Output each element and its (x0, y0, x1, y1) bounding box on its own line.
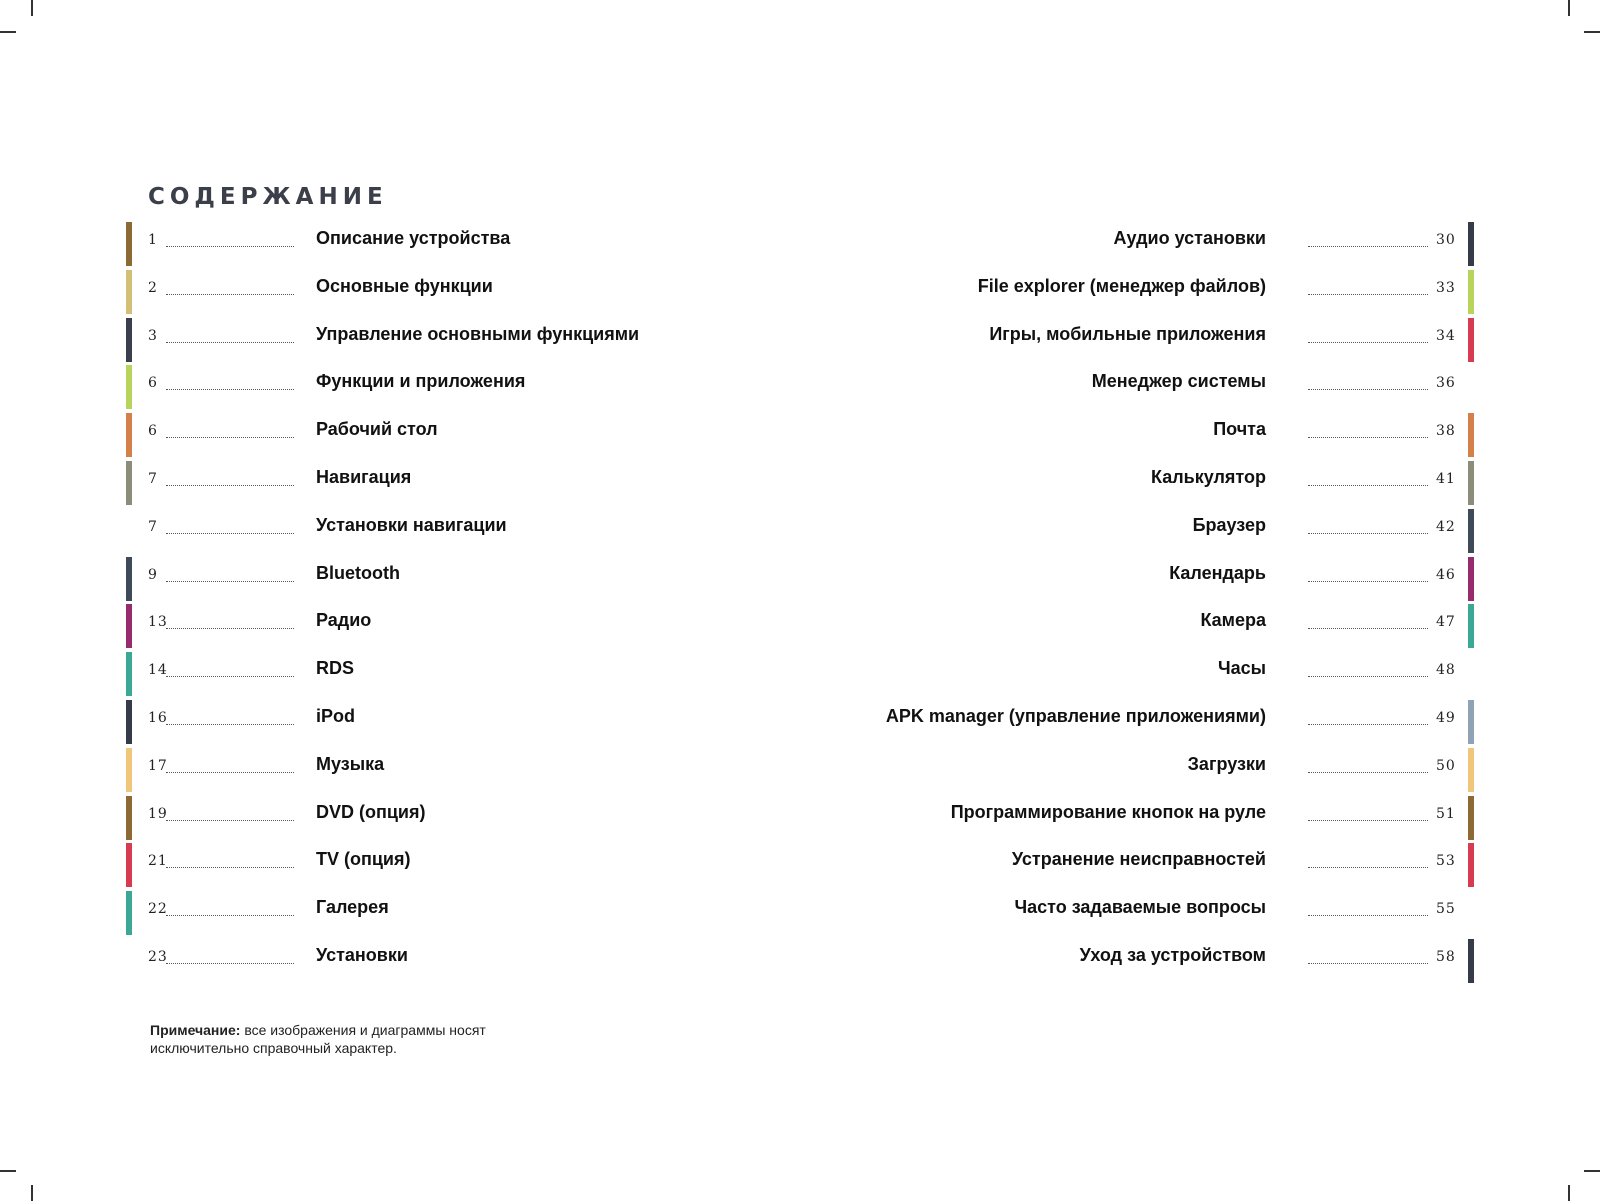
page-number: 46 (1436, 567, 1456, 583)
toc-entry[interactable] (860, 843, 1480, 889)
toc-entry[interactable] (126, 557, 746, 603)
leader-dots (1308, 963, 1428, 964)
toc-entry-label: Устранение неисправностей (1011, 849, 1266, 869)
color-bar (126, 557, 132, 601)
toc-entry-label: Камера (1200, 610, 1266, 630)
toc-entry-label: Радио (316, 610, 372, 630)
color-bar (126, 796, 132, 840)
page-number: 17 (148, 758, 168, 774)
toc-entry-label: Галерея (316, 897, 389, 917)
leader-dots (1308, 485, 1428, 486)
page-number: 23 (148, 949, 168, 965)
footnote-label: Примечание: (150, 1022, 241, 1038)
leader-dots (166, 437, 294, 438)
color-bar (1468, 796, 1474, 840)
color-bar (126, 318, 132, 362)
leader-dots (1308, 820, 1428, 821)
page-number: 30 (1436, 232, 1456, 248)
color-bar (126, 413, 132, 457)
toc-entry-label: Описание устройства (316, 228, 511, 248)
toc-entry-label: DVD (опция) (316, 802, 426, 822)
toc-entry-label: Bluetooth (316, 563, 400, 583)
leader-dots (1308, 246, 1428, 247)
leader-dots (1308, 581, 1428, 582)
toc-entry-label: APK manager (управление приложениями) (885, 706, 1266, 726)
page-number: 41 (1436, 471, 1456, 487)
toc-entry-label: Часы (1217, 658, 1266, 678)
leader-dots (166, 533, 294, 534)
toc-entry-label: Календарь (1169, 563, 1266, 583)
toc-entry-label: Уход за устройством (1079, 945, 1266, 965)
toc-entry[interactable] (126, 939, 746, 985)
toc-entry[interactable] (860, 509, 1480, 555)
toc-entry[interactable] (126, 843, 746, 889)
leader-dots (1308, 628, 1428, 629)
page-number: 58 (1436, 949, 1456, 965)
toc-entry[interactable] (860, 222, 1480, 268)
leader-dots (1308, 294, 1428, 295)
toc-entry[interactable] (126, 365, 746, 411)
page-number: 21 (148, 853, 168, 869)
toc-entry-label: RDS (316, 658, 355, 678)
toc-entry[interactable] (860, 365, 1480, 411)
leader-dots (166, 772, 294, 773)
page-number: 14 (148, 662, 168, 678)
color-bar (1468, 843, 1474, 887)
toc-entry-label: Браузер (1192, 515, 1266, 535)
toc-entry[interactable] (860, 557, 1480, 603)
leader-dots (166, 246, 294, 247)
toc-entry[interactable] (860, 939, 1480, 985)
color-bar (126, 509, 132, 553)
toc-entry-label: File explorer (менеджер файлов) (977, 276, 1266, 296)
page-title: СОДЕРЖАНИЕ (148, 184, 388, 210)
page-number: 9 (148, 567, 158, 583)
toc-entry[interactable] (860, 270, 1480, 316)
color-bar (1468, 557, 1474, 601)
color-bar (126, 939, 132, 983)
leader-dots (166, 676, 294, 677)
page-number: 53 (1436, 853, 1456, 869)
leader-dots (166, 724, 294, 725)
toc-entry[interactable] (126, 796, 746, 842)
color-bar (1468, 461, 1474, 505)
page-number: 48 (1436, 662, 1456, 678)
page-number: 33 (1436, 280, 1456, 296)
toc-entry-label: Функции и приложения (316, 371, 526, 391)
page-number: 22 (148, 901, 168, 917)
toc-entry-label: Часто задаваемые вопросы (1014, 897, 1266, 917)
toc-entry-label: Менеджер системы (1091, 371, 1266, 391)
toc-entry-label: Почта (1213, 419, 1266, 439)
leader-dots (166, 963, 294, 964)
page-number: 2 (148, 280, 158, 296)
leader-dots (166, 820, 294, 821)
color-bar (126, 222, 132, 266)
leader-dots (1308, 389, 1428, 390)
color-bar (1468, 365, 1474, 409)
leader-dots (166, 581, 294, 582)
color-bar (1468, 652, 1474, 696)
leader-dots (1308, 342, 1428, 343)
page-number: 49 (1436, 710, 1456, 726)
color-bar (126, 270, 132, 314)
color-bar (126, 461, 132, 505)
page-number: 7 (148, 471, 158, 487)
color-bar (126, 652, 132, 696)
color-bar (126, 748, 132, 792)
color-bar (1468, 318, 1474, 362)
toc-entry[interactable] (860, 796, 1480, 842)
color-bar (126, 843, 132, 887)
toc-entry[interactable] (860, 652, 1480, 698)
leader-dots (166, 485, 294, 486)
toc-entry[interactable] (126, 461, 746, 507)
toc-entry[interactable] (126, 270, 746, 316)
color-bar (1468, 891, 1474, 935)
toc-entry-label: iPod (316, 706, 355, 726)
page-number: 50 (1436, 758, 1456, 774)
toc-entry[interactable] (860, 891, 1480, 937)
leader-dots (166, 628, 294, 629)
toc-entry[interactable] (860, 461, 1480, 507)
leader-dots (166, 342, 294, 343)
toc-entry-label: Аудио установки (1113, 228, 1266, 248)
toc-entry-label: Программирование кнопок на руле (950, 802, 1266, 822)
toc-entry-label: Навигация (316, 467, 412, 487)
toc-entry[interactable] (126, 318, 746, 364)
leader-dots (166, 867, 294, 868)
color-bar (1468, 748, 1474, 792)
leader-dots (166, 915, 294, 916)
footnote-text: все изображения и диаграммы носят исключительно справочный характер. (150, 1022, 486, 1056)
toc-entry[interactable] (126, 700, 746, 746)
toc-entry[interactable] (126, 891, 746, 937)
toc-entry[interactable] (860, 318, 1480, 364)
page-number: 19 (148, 806, 168, 822)
page-number: 38 (1436, 423, 1456, 439)
color-bar (1468, 413, 1474, 457)
page-number: 6 (148, 375, 158, 391)
leader-dots (166, 294, 294, 295)
color-bar (126, 365, 132, 409)
leader-dots (1308, 533, 1428, 534)
toc-entry[interactable] (126, 748, 746, 794)
leader-dots (1308, 867, 1428, 868)
color-bar (126, 604, 132, 648)
page-number: 36 (1436, 375, 1456, 391)
toc-entry-label: Основные функции (316, 276, 493, 296)
toc-entry[interactable] (126, 652, 746, 698)
page-number: 6 (148, 423, 158, 439)
color-bar (1468, 700, 1474, 744)
toc-entry[interactable] (860, 604, 1480, 650)
toc-entry[interactable] (860, 413, 1480, 459)
toc-entry-label: Загрузки (1187, 754, 1266, 774)
page-number: 13 (148, 614, 168, 630)
page-number: 34 (1436, 328, 1456, 344)
page-number: 42 (1436, 519, 1456, 535)
color-bar (1468, 939, 1474, 983)
color-bar (126, 891, 132, 935)
toc-entry-label: TV (опция) (316, 849, 411, 869)
page-number: 51 (1436, 806, 1456, 822)
page-number: 7 (148, 519, 158, 535)
toc-entry[interactable] (126, 509, 746, 555)
page-number: 1 (148, 232, 158, 248)
toc-entry-label: Установки (316, 945, 408, 965)
toc-entry-label: Калькулятор (1150, 467, 1266, 487)
toc-entry[interactable] (126, 604, 746, 650)
leader-dots (1308, 724, 1428, 725)
color-bar (1468, 604, 1474, 648)
footnote (150, 1021, 570, 1057)
toc-entry-label: Музыка (316, 754, 385, 774)
color-bar (126, 700, 132, 744)
toc-entry[interactable] (860, 748, 1480, 794)
toc-entry[interactable] (860, 700, 1480, 746)
leader-dots (166, 389, 294, 390)
page-number: 55 (1436, 901, 1456, 917)
toc-entry[interactable] (126, 222, 746, 268)
leader-dots (1308, 676, 1428, 677)
page-number: 16 (148, 710, 168, 726)
toc-entry-label: Игры, мобильные приложения (989, 324, 1266, 344)
color-bar (1468, 270, 1474, 314)
page-number: 3 (148, 328, 158, 344)
leader-dots (1308, 437, 1428, 438)
toc-entry[interactable] (126, 413, 746, 459)
page-number: 47 (1436, 614, 1456, 630)
toc-entry-label: Установки навигации (316, 515, 507, 535)
toc-entry-label: Управление основными функциями (316, 324, 640, 344)
color-bar (1468, 222, 1474, 266)
color-bar (1468, 509, 1474, 553)
toc-entry-label: Рабочий стол (316, 419, 438, 439)
leader-dots (1308, 915, 1428, 916)
leader-dots (1308, 772, 1428, 773)
